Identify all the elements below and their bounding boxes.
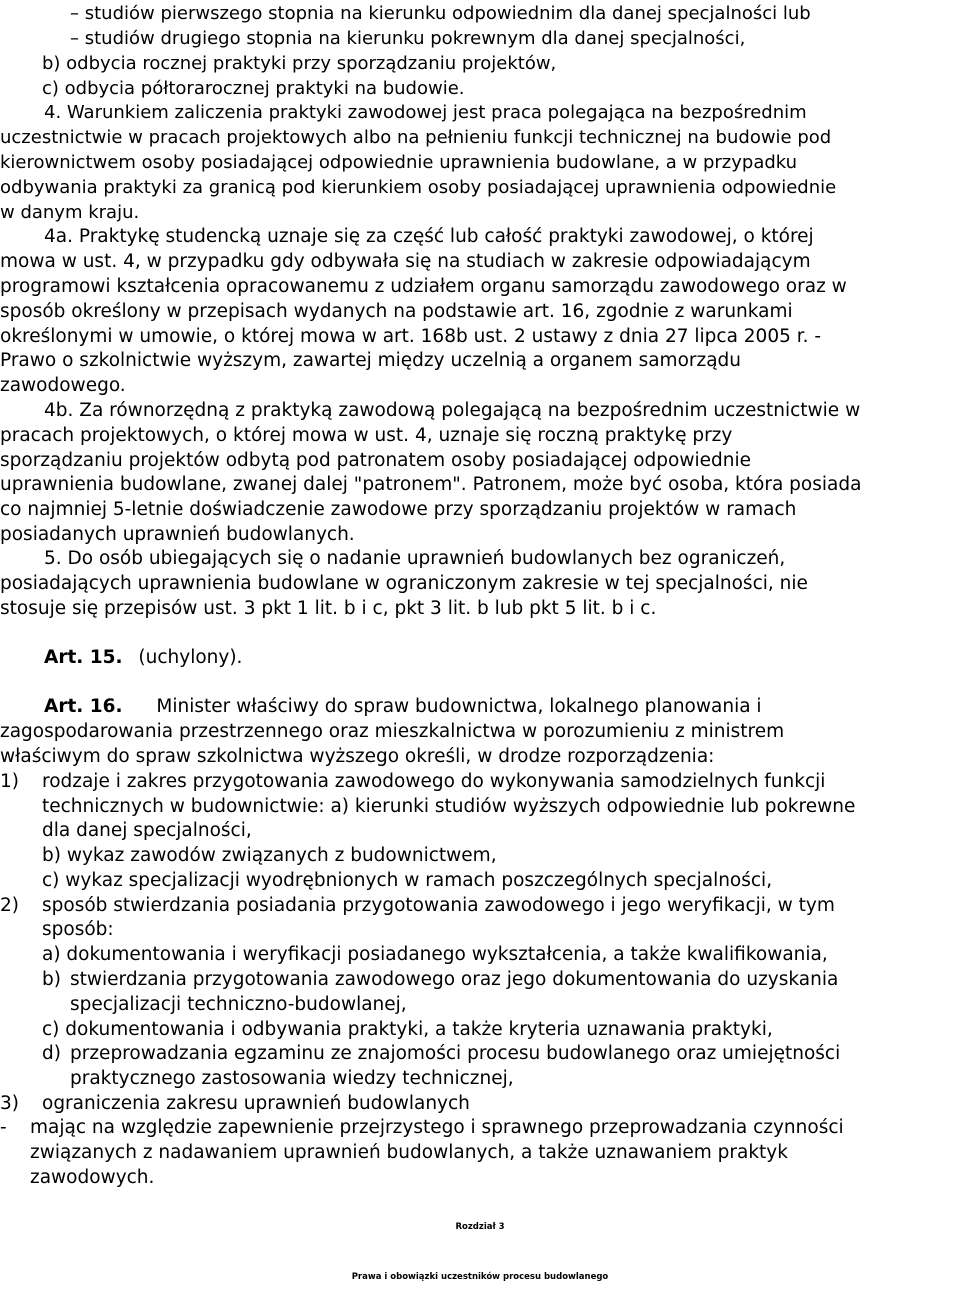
paragraph-4a-line: mowa w ust. 4, w przypadku gdy odbywała się na studiach w zakresie odpowiadającym — [0, 251, 811, 272]
list-item: – studiów drugiego stopnia na kierunku pokrewnym dla danej specjalności, — [70, 28, 746, 49]
article-16-label: Art. 16. — [44, 696, 123, 717]
closing-clause-line: związanych z nadawaniem uprawnień budowlanych, a także uznawaniem praktyk — [30, 1142, 788, 1163]
chapter-title: Prawa i obowiązki uczestników procesu budowlanego — [351, 1272, 609, 1282]
paragraph-4b-line: uprawnienia budowlane, zwanej dalej "patronem". Patronem, może być osoba, która posiada — [0, 474, 862, 495]
chapter-number: Rozdział 3 — [455, 1222, 505, 1232]
list-number: 1) — [0, 771, 19, 792]
article-16-text: Minister właściwy do spraw budownictwa, lokalnego planowania i — [156, 696, 762, 717]
list-number: 2) — [0, 895, 19, 916]
paragraph-4b-line: pracach projektowych, o której mowa w ust. 4, uznaje się roczną praktykę przy — [0, 425, 733, 446]
paragraph-4a-line: sposób określony w przepisach wydanych na podstawie art. 16, zgodnie z warunkami — [0, 301, 793, 322]
paragraph-4-line: w danym kraju. — [0, 202, 140, 223]
article-15-text: (uchylony). — [138, 647, 243, 668]
list-item-2d-line: praktycznego zastosowania wiedzy technicznej, — [70, 1068, 514, 1089]
paragraph-4a-line: Prawo o szkolnictwie wyższym, zawartej między uczelnią a organem samorządu — [0, 350, 742, 371]
article-16-line: zagospodarowania przestrzennego oraz mieszkalnictwa w porozumieniu z ministrem — [0, 721, 785, 742]
paragraph-4-line: uczestnictwie w pracach projektowych albo na pełnieniu funkcji technicznej na budowie pod — [0, 127, 832, 148]
paragraph-4-line: 4. Warunkiem zaliczenia praktyki zawodowej jest praca polegająca na bezpośrednim — [44, 102, 807, 123]
list-item: – studiów pierwszego stopnia na kierunku odpowiednim dla danej specjalności lub — [70, 3, 811, 24]
closing-clause-line: zawodowych. — [30, 1167, 155, 1188]
article-16-line: właściwym do spraw szkolnictwa wyższego określi, w drodze rozporządzenia: — [0, 746, 715, 767]
list-item: c) odbycia półtorarocznej praktyki na budowie. — [42, 78, 465, 99]
list-item-1-line: rodzaje i zakres przygotowania zawodowego do wykonywania samodzielnych funkcji — [42, 771, 826, 792]
list-number: 3) — [0, 1093, 19, 1114]
paragraph-4a-line: zawodowego. — [0, 375, 126, 396]
paragraph-4b-line: posiadanych uprawnień budowlanych. — [0, 524, 355, 545]
paragraph-4b-line: sporządzaniu projektów odbytą pod patronatem osoby posiadającej odpowiednie — [0, 450, 751, 471]
paragraph-4b-line: co najmniej 5-letnie doświadczenie zawodowe przy sporządzaniu projektów w ramach — [0, 499, 797, 520]
list-marker: d) — [42, 1043, 61, 1064]
paragraph-4-line: odbywania praktyki za granicą pod kierunkiem osoby posiadającej uprawnienia odpowiednie — [0, 177, 837, 198]
list-item-2-line: sposób stwierdzania posiadania przygotowania zawodowego i jego weryfikacji, w tym — [42, 895, 835, 916]
list-item: b) odbycia rocznej praktyki przy sporządzaniu projektów, — [42, 53, 557, 74]
paragraph-5-line: stosuje się przepisów ust. 3 pkt 1 lit. b i c, pkt 3 lit. b lub pkt 5 lit. b i c. — [0, 598, 657, 619]
list-item-1c: c) wykaz specjalizacji wyodrębnionych w ramach poszczególnych specjalności, — [42, 870, 773, 891]
list-item-1-line: technicznych w budownictwie: a) kierunki studiów wyższych odpowiednie lub pokrewne — [42, 796, 856, 817]
list-item-2c: c) dokumentowania i odbywania praktyki, a także kryteria uznawania praktyki, — [42, 1019, 773, 1040]
paragraph-4a-line: 4a. Praktykę studencką uznaje się za część lub całość praktyki zawodowej, o której — [44, 226, 814, 247]
list-item-2d-line: przeprowadzania egzaminu ze znajomości procesu budowlanego oraz umiejętności — [70, 1043, 841, 1064]
paragraph-5-line: posiadających uprawnienia budowlane w ograniczonym zakresie w tej specjalności, nie — [0, 573, 808, 594]
list-item-1b: b) wykaz zawodów związanych z budownictwem, — [42, 845, 497, 866]
dash-marker: - — [0, 1117, 7, 1138]
paragraph-5-line: 5. Do osób ubiegających się o nadanie uprawnień budowlanych bez ograniczeń, — [44, 548, 786, 569]
closing-clause-line: mając na względzie zapewnienie przejrzystego i sprawnego przeprowadzania czynności — [30, 1117, 844, 1138]
list-item-3: ograniczenia zakresu uprawnień budowlanych — [42, 1093, 470, 1114]
article-16-first-line — [44, 695, 762, 719]
list-item-1-line: dla danej specjalności, — [42, 820, 252, 841]
list-item-2-line: sposób: — [42, 919, 114, 940]
paragraph-4a-line: programowi kształcenia opracowanemu z udziałem organu samorządu zawodowego oraz w — [0, 276, 847, 297]
list-item-2b-line: stwierdzania przygotowania zawodowego oraz jego dokumentowania do uzyskania — [70, 969, 839, 990]
paragraph-4a-line: określonymi w umowie, o której mowa w art. 168b ust. 2 ustawy z dnia 27 lipca 2005 r. - — [0, 326, 822, 347]
list-item-2a: a) dokumentowania i weryfikacji posiadanego wykształcenia, a także kwalifikowania, — [42, 944, 828, 965]
paragraph-4-line: kierownictwem osoby posiadającej odpowiednie uprawnienia budowlane, a w przypadku — [0, 152, 798, 173]
list-item-2b-line: specjalizacji techniczno-budowlanej, — [70, 994, 407, 1015]
article-15-label: Art. 15. — [44, 647, 123, 668]
article-15 — [44, 646, 242, 670]
paragraph-4b-line: 4b. Za równorzędną z praktyką zawodową polegającą na bezpośrednim uczestnictwie w — [44, 400, 861, 421]
list-marker: b) — [42, 969, 61, 990]
